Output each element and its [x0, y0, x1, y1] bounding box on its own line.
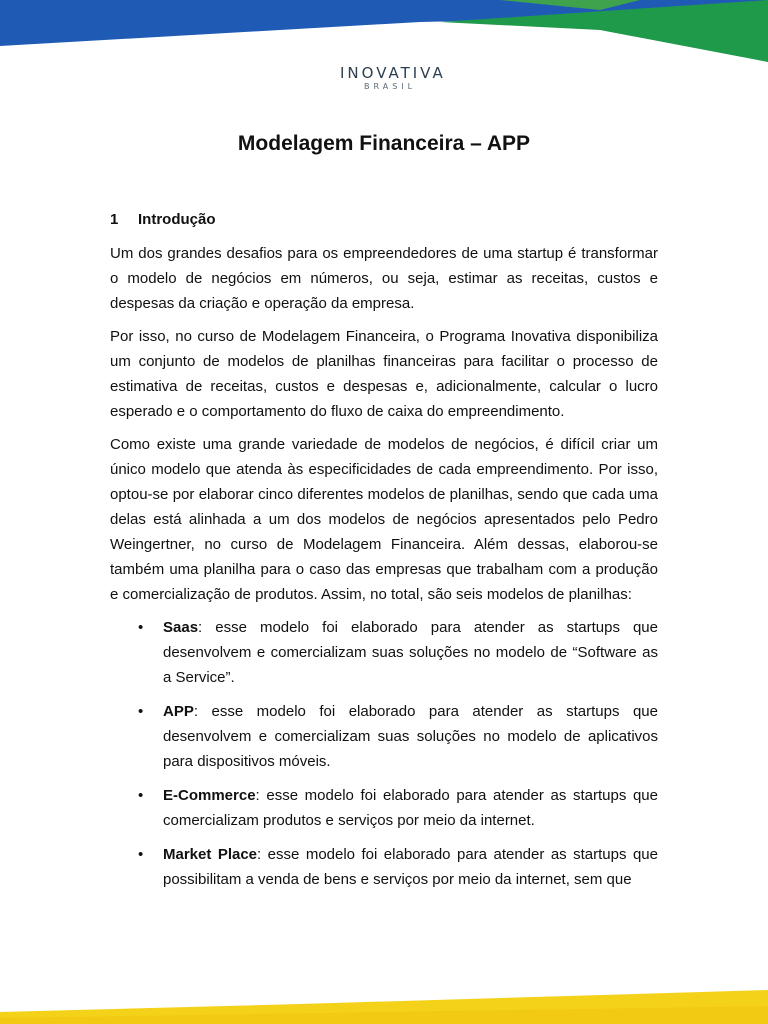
paragraph-intro-1: Um dos grandes desafios para os empreendedores de uma startup é transformar o modelo de negócios em números, ou seja, estimar as receitas, custos e despesas da criação e operação da empresa. — [110, 245, 658, 312]
list-item-text: : esse modelo foi elaborado para atender as startups que desenvolvem e comercializam suas soluções no modelo de “Software as a Service”. — [163, 619, 658, 686]
list-item-ecommerce — [110, 783, 658, 833]
bullet-icon: • — [138, 846, 144, 863]
inovativa-logo — [340, 64, 446, 92]
bullet-icon: • — [138, 703, 144, 720]
list-item-text: : esse modelo foi elaborado para atender as startups que comercializam produtos e serviços por meio da internet. — [163, 787, 658, 829]
paragraph-intro-2: Por isso, no curso de Modelagem Financeira, o Programa Inovativa disponibiliza um conjunto de modelos de planilhas financeiras para facilitar o processo de estimativa de receitas, custos e despesas e, adicionalmente, calcular o lucro esperado e o comportamento do fluxo de caixa do empreendimento. — [110, 328, 658, 420]
bullet-icon: • — [138, 619, 144, 636]
list-item-app — [110, 699, 658, 774]
list-item-text: : esse modelo foi elaborado para atender as startups que desenvolvem e comercializam suas soluções no modelo de aplicativos para dispositivos móveis. — [163, 703, 658, 770]
list-item-marketplace — [110, 842, 658, 892]
list-item-term: APP — [163, 703, 194, 720]
bullet-icon: • — [138, 787, 144, 804]
list-item-term: Saas — [163, 619, 199, 636]
header-color-band — [0, 0, 768, 70]
section-heading — [110, 209, 216, 231]
spreadsheet-models-list — [110, 615, 658, 892]
list-item-text: : esse modelo foi elaborado para atender as startups que possibilitam a venda de bens e serviços por meio da internet, sem que — [163, 846, 658, 888]
document-title: Modelagem Financeira – APP — [237, 132, 531, 155]
logo-subtitle: BRASIL — [364, 82, 417, 91]
logo-wordmark: INOVATIVA — [340, 64, 446, 82]
section-title: Introdução — [138, 211, 216, 228]
list-item-term: E-Commerce — [163, 787, 256, 804]
document-body — [110, 241, 658, 901]
footer-color-band — [0, 984, 768, 1024]
section-number: 1 — [110, 211, 119, 228]
list-item-saas — [110, 615, 658, 690]
list-item-term: Market Place — [163, 846, 258, 863]
paragraph-intro-3: Como existe uma grande variedade de modelos de negócios, é difícil criar um único modelo que atenda às especificidades de cada empreendimento. Por isso, optou-se por elaborar cinco diferentes modelos de planilhas, sendo que cada uma delas está alinhada a um dos modelos de negócios apresentados pelo Pedro Weingertner, no curso de Modelagem Financeira. Além dessas, elaborou-se também uma planilha para o caso das empresas que trabalham com a produção e comercialização de produtos. Assim, no total, são seis modelos de planilhas: — [110, 436, 658, 603]
